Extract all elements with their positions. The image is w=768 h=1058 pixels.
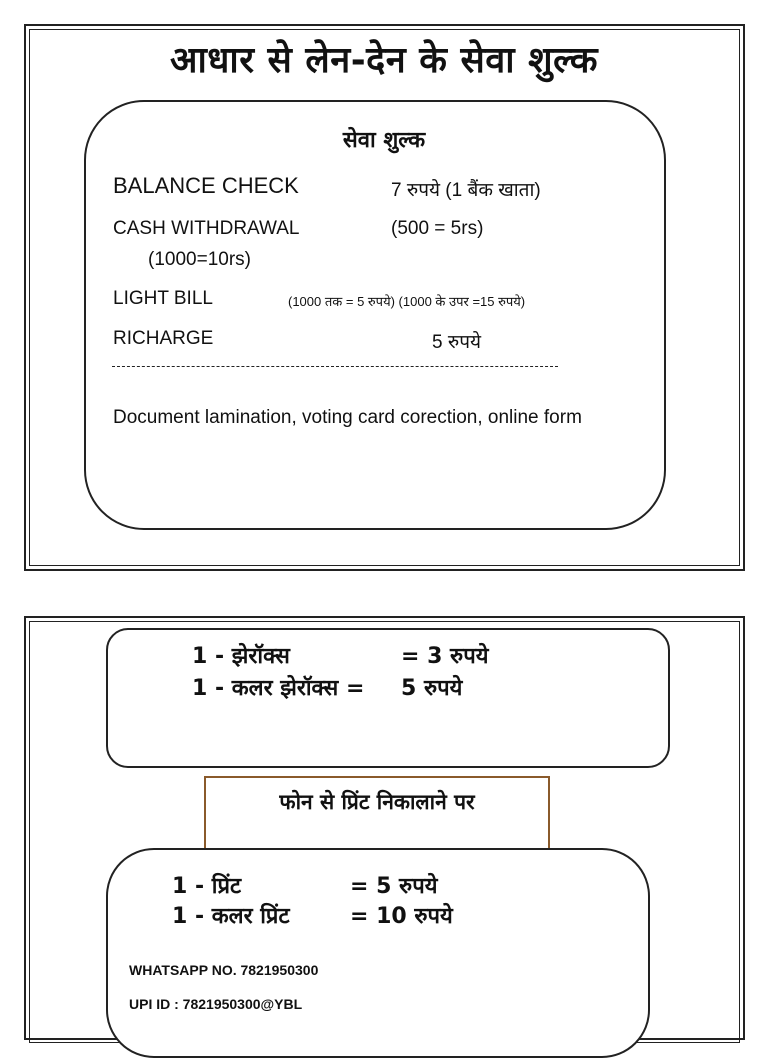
color-print-label: 1 - कलर प्रिंट bbox=[172, 904, 290, 929]
page-title: आधार से लेन-देन के सेवा शुल्क bbox=[169, 40, 599, 81]
service-charge-heading: सेवा शुल्क bbox=[342, 128, 426, 153]
cash-withdrawal-value: (500 = 5rs) bbox=[391, 218, 484, 239]
balance-check-label: BALANCE CHECK bbox=[113, 173, 299, 198]
xerox-price: = 3 रुपये bbox=[401, 644, 489, 669]
xerox-label: 1 - झेरॉक्स bbox=[192, 644, 290, 669]
print-price: = 5 रुपये bbox=[350, 874, 438, 899]
whatsapp-number: WHATSAPP NO. 7821950300 bbox=[129, 962, 319, 978]
recharge-value: 5 रुपये bbox=[432, 332, 482, 353]
light-bill-value: (1000 तक = 5 रुपये) (1000 के उपर =15 रुपये) bbox=[288, 294, 526, 309]
service-charge-card bbox=[84, 100, 666, 530]
xerox-price-card bbox=[106, 628, 670, 768]
color-xerox-label: 1 - कलर झेरॉक्स = bbox=[192, 676, 365, 701]
light-bill-label: LIGHT BILL bbox=[113, 288, 213, 309]
other-services-line: Document lamination, voting card corection, online form bbox=[113, 407, 582, 428]
cash-withdrawal-label: CASH WITHDRAWAL bbox=[113, 218, 300, 239]
cash-withdrawal-value-2: (1000=10rs) bbox=[148, 249, 251, 270]
balance-check-value: 7 रुपये (1 बैंक खाता) bbox=[391, 180, 541, 201]
phone-print-label: फोन से प्रिंट निकालाने पर bbox=[279, 790, 475, 814]
color-xerox-price: 5 रुपये bbox=[401, 676, 463, 701]
recharge-label: RICHARGE bbox=[113, 328, 214, 349]
upi-id: UPI ID : 7821950300@YBL bbox=[129, 996, 303, 1012]
print-label: 1 - प्रिंट bbox=[172, 874, 242, 899]
dashed-divider bbox=[112, 366, 558, 367]
color-print-price: = 10 रुपये bbox=[350, 904, 453, 929]
